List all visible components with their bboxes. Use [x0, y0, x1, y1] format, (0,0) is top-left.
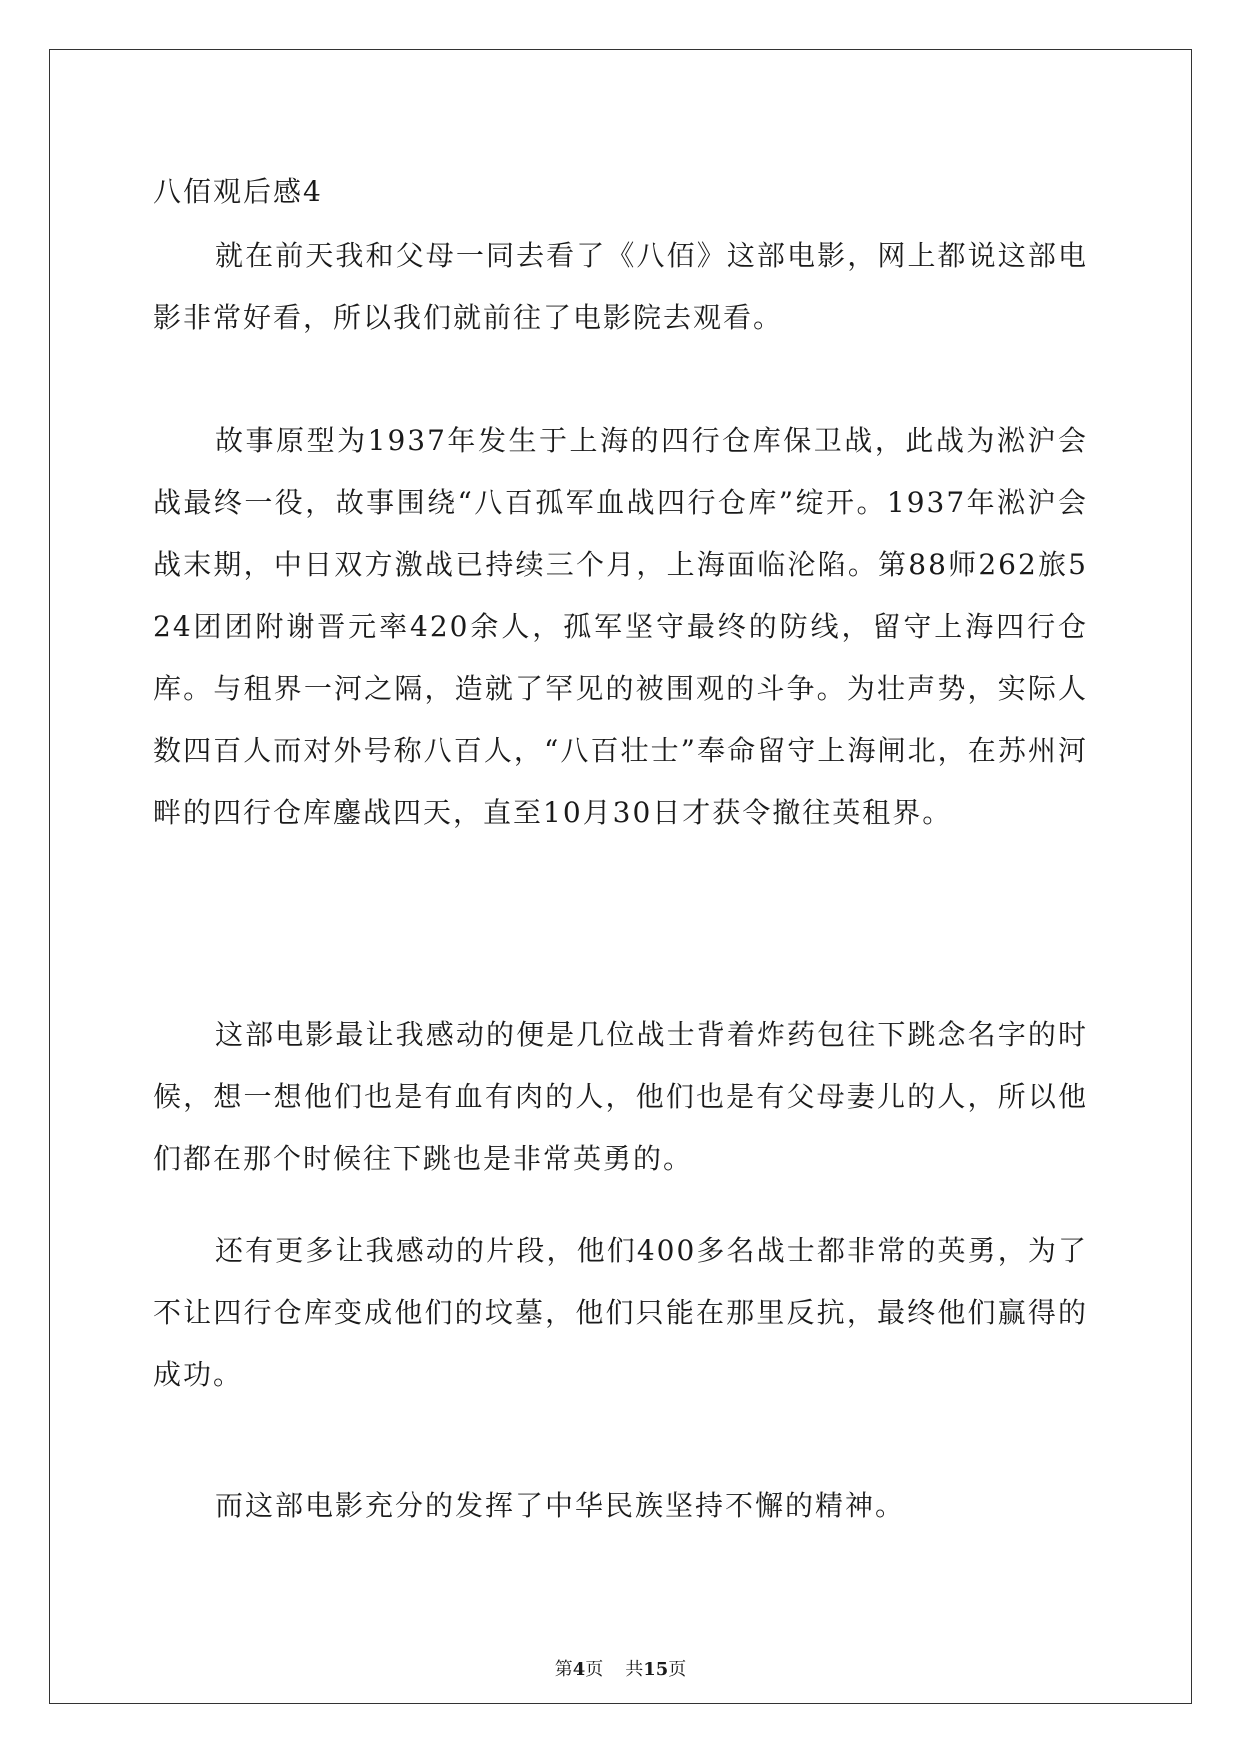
- page-number: 4: [572, 1659, 586, 1680]
- total-prefix: 共: [625, 1659, 644, 1680]
- paragraph-3: 这部电影最让我感动的便是几位战士背着炸药包往下跳念名字的时候，想一想他们也是有血有肉的人，他们也是有父母妻儿的人，所以他们都在那个时候往下跳也是非常英勇的。: [153, 1018, 1088, 1175]
- paragraph-1: 就在前天我和父母一同去看了《八佰》这部电影，网上都说这部电影非常好看，所以我们就前往了电影院去观看。: [153, 239, 1088, 334]
- page-footer: [0, 1658, 1241, 1682]
- page-prefix: 第: [554, 1659, 573, 1680]
- document-title: 八佰观后感4: [153, 175, 323, 208]
- paragraph-5: 而这部电影充分的发挥了中华民族坚持不懈的精神。: [215, 1489, 906, 1522]
- total-suffix: 页: [668, 1659, 687, 1680]
- paragraph-2: 故事原型为1937年发生于上海的四行仓库保卫战，此战为淞沪会战最终一役，故事围绕“八百孤军血战四行仓库”绽开。1937年淞沪会战末期，中日双方激战已持续三个月，上海面临沦陷。第88师262旅524团团附谢晋元率420余人，孤军坚守最终的防线，留守上海四行仓库。与租界一河之隔，造就了罕见的被围观的斗争。为壮声势，实际人数四百人而对外号称八百人，“八百壮士”奉命留守上海闸北，在苏州河畔的四行仓库鏖战四天，直至10月30日才获令撤往英租界。: [153, 424, 1088, 829]
- page-suffix: 页: [585, 1659, 604, 1680]
- total-pages: 15: [643, 1659, 669, 1680]
- paragraph-4: 还有更多让我感动的片段，他们400多名战士都非常的英勇，为了不让四行仓库变成他们的坟墓，他们只能在那里反抗，最终他们赢得的成功。: [153, 1234, 1088, 1391]
